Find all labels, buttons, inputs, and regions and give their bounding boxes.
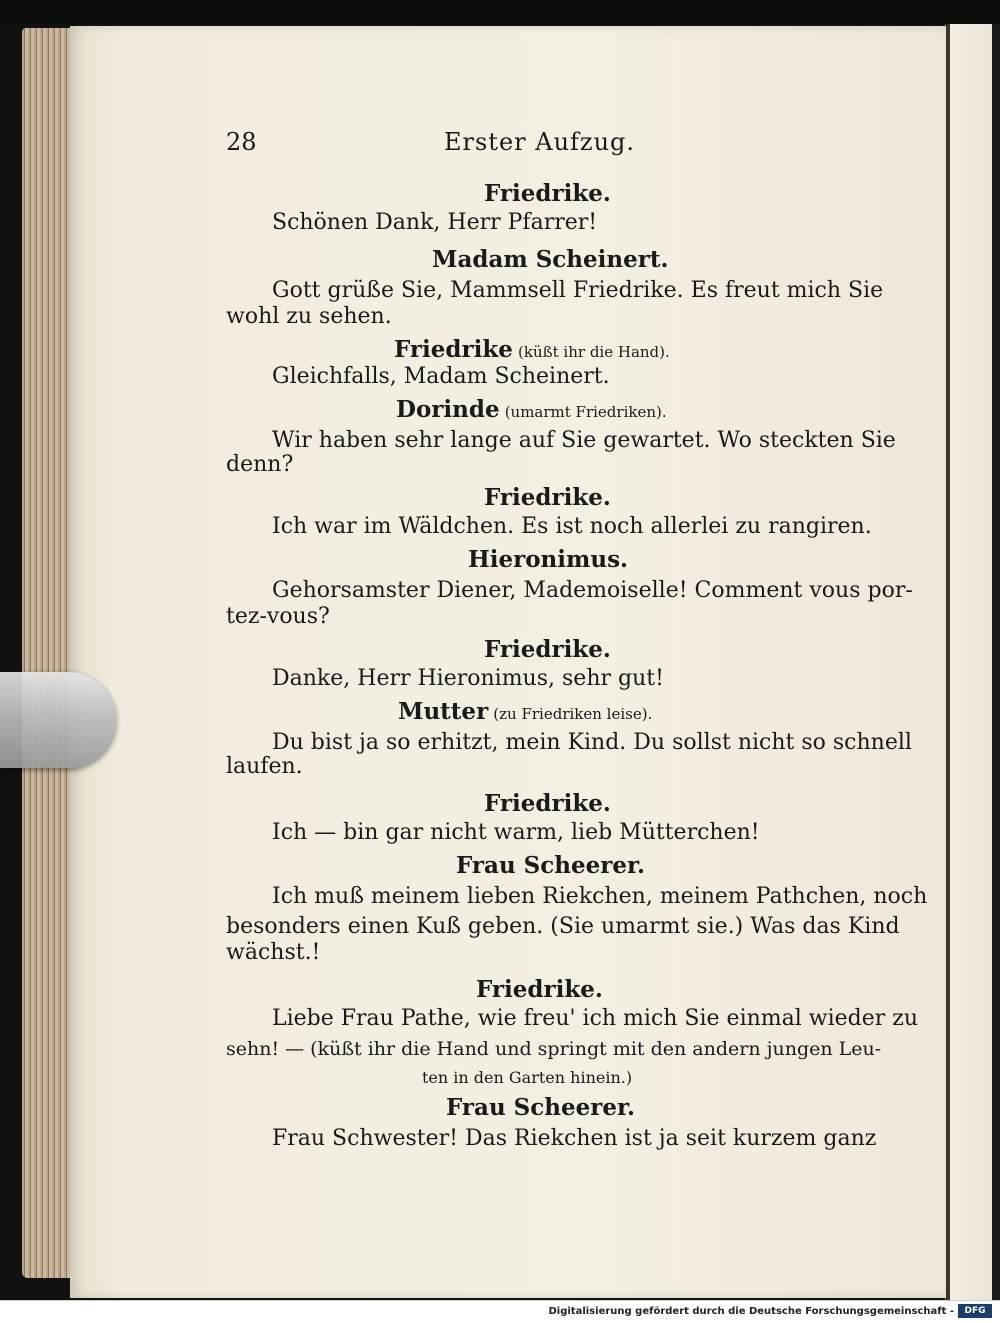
speaker-name: Friedrike — [394, 336, 513, 363]
funding-credit: Digitalisierung gefördert durch die Deutsche Forschungsgemeinschaft - — [548, 1306, 954, 1317]
dialogue-line: denn? — [226, 452, 294, 477]
speaker-name: Friedrike. — [484, 484, 611, 511]
dialogue-line: laufen. — [226, 754, 303, 779]
speaker-name: Friedrike. — [484, 180, 611, 207]
scanner-top-edge — [0, 0, 1000, 24]
stage-direction: (umarmt Friedriken). — [504, 403, 667, 421]
speaker-name: Dorinde — [396, 396, 500, 423]
stage-direction: (zu Friedriken leise). — [493, 705, 653, 723]
dialogue-line: Gott grüße Sie, Mammsell Friedrike. Es freut mich Sie — [272, 278, 884, 303]
speaker-name: Friedrike. — [484, 790, 611, 817]
speaker-heading — [398, 698, 652, 725]
running-title: Erster Aufzug. — [444, 128, 636, 156]
dialogue-line: wohl zu sehen. — [226, 304, 392, 329]
dialogue-line: Du bist ja so erhitzt, mein Kind. Du sollst nicht so schnell — [272, 730, 912, 755]
speaker-name: Madam Scheinert. — [432, 246, 669, 273]
dfg-logo: DFG — [958, 1304, 992, 1318]
dialogue-line: Liebe Frau Pathe, wie freu' ich mich Sie einmal wieder zu — [272, 1006, 919, 1031]
dialogue-line: Gehorsamster Diener, Mademoiselle! Comment vous por- — [272, 578, 913, 603]
speaker-name: Friedrike. — [476, 976, 603, 1003]
dialogue-line: Schönen Dank, Herr Pfarrer! — [272, 210, 598, 235]
dialogue-line: sehn! — (küßt ihr die Hand und springt mit den andern jungen Leu- — [226, 1038, 882, 1060]
dialogue-line: Gleichfalls, Madam Scheinert. — [272, 364, 610, 389]
dialogue-line: Frau Schwester! Das Riekchen ist ja seit kurzem ganz — [272, 1126, 877, 1151]
stage-direction: (küßt ihr die Hand). — [518, 343, 670, 361]
dialogue-line: Danke, Herr Hieronimus, sehr gut! — [272, 666, 664, 691]
page-number: 28 — [226, 128, 257, 156]
speaker-name: Friedrike. — [484, 636, 611, 663]
dialogue-line: Wir haben sehr lange auf Sie gewartet. Wo steckten Sie — [272, 428, 896, 453]
dialogue-line: tez-vous? — [226, 604, 330, 629]
speaker-name: Frau Scheerer. — [456, 852, 646, 879]
speaker-name: Mutter — [398, 698, 489, 725]
dialogue-line: besonders einen Kuß geben. (Sie umarmt sie.) Was das Kind — [226, 914, 900, 939]
speaker-name: Hieronimus. — [468, 546, 629, 573]
speaker-heading — [394, 336, 670, 363]
speaker-heading — [396, 396, 667, 423]
speaker-name: Frau Scheerer. — [446, 1094, 636, 1121]
stage-direction: ten in den Garten hinein.) — [422, 1068, 633, 1087]
dialogue-line: wächst.! — [226, 940, 321, 965]
dialogue-line: Ich — bin gar nicht warm, lieb Mütterchen! — [272, 820, 760, 845]
dialogue-line: Ich muß meinem lieben Riekchen, meinem Pathchen, noch — [272, 884, 928, 909]
dialogue-line: Ich war im Wäldchen. Es ist noch allerlei zu rangiren. — [272, 514, 872, 539]
scanner-right-edge — [992, 24, 1000, 1300]
scanner-page-clamp — [0, 672, 116, 768]
